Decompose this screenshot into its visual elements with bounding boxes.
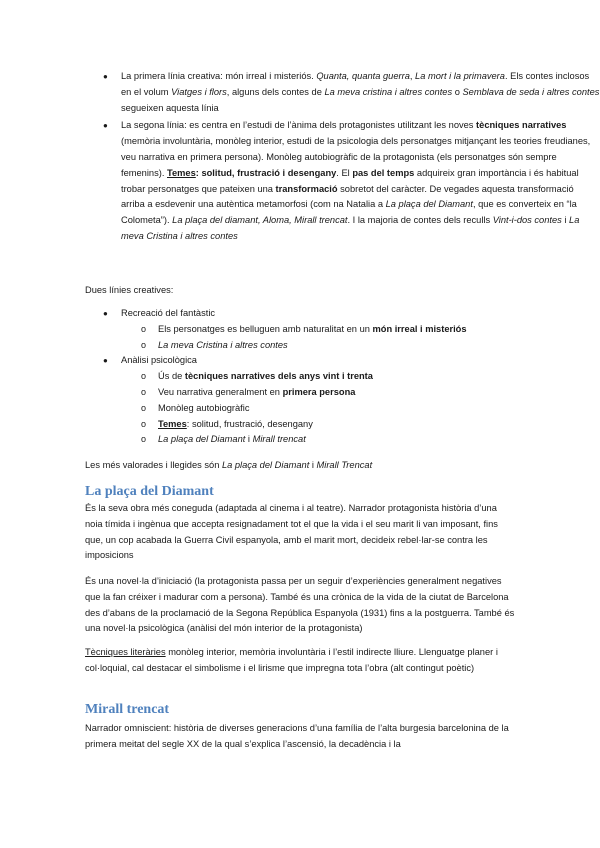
text: i	[561, 215, 570, 226]
sub-list-item	[0, 369, 600, 385]
text: monòleg interior, memòria involuntària i l’estil indirecte lliure. Llenguatge planer i col·loquial, cal destacar el simbolisme i el lirisme que impregna tota l’obra (alt contingut poètic)	[85, 647, 498, 673]
list-item	[0, 118, 600, 244]
list-item	[0, 69, 600, 116]
text: La plaça del diamant, Aloma, Mirall trencat	[172, 215, 348, 226]
text: Viatges i flors	[171, 86, 227, 97]
text: . Els contes inclosos en el volum	[121, 71, 590, 97]
sub-list-item	[0, 432, 600, 448]
text: Tècniques literàries	[85, 647, 166, 657]
text: : solitud, frustració i desengany	[195, 167, 337, 178]
text: segueixen aquesta línia	[121, 102, 219, 113]
text: Semblava de seda i altres contes	[462, 86, 600, 97]
text: La plaça del Diamant	[221, 460, 310, 470]
text: , alguns dels contes de	[226, 86, 325, 97]
section-heading-mirall: Mirall trencat	[85, 702, 170, 717]
text: tècniques narratives dels anys vint i trenta	[184, 371, 373, 382]
sub-list-item	[0, 385, 600, 401]
text: La plaça del Diamant	[158, 434, 246, 445]
list-item	[0, 306, 600, 353]
paragraph: És la seva obra més coneguda (adaptada al cinema i al teatre). Narrador protagonista història d’una noia tímida i ingènua que accepta resignadament tot el que la vida i el seu marit li van imposant, fins que, un cop acabada la Guerra Civil espanyola, amb el marit mort, decideix rebel·lar-se contra les imposicions	[85, 503, 498, 561]
text: adquireix gran importància i és habitual trobar personatges que pateixen una	[121, 167, 579, 194]
text: ,	[409, 71, 416, 81]
creative-lines-list	[0, 69, 600, 245]
text: La meva Cristina i altres contes	[158, 339, 288, 350]
text: sobretot del caràcter. De vegades aquesta transformació arriba a esdevenir una autèntica metamorfosi (com na Natalia a	[121, 183, 574, 210]
text: Vint-i-dos contes	[492, 215, 562, 226]
text: La meva Cristina i altres contes	[121, 215, 580, 241]
text: , que es converteix en “la Colometa”).	[121, 199, 577, 226]
text: Les més valorades i llegides són	[85, 460, 222, 470]
text: transformació	[275, 183, 338, 194]
paragraph: És una novel·la d’iniciació (la protagonista passa per un seguir d’experiències generalment negatives que la fan créixer i madurar com a persona). També és una crònica de la vida de la ciutat de Barcelona des d’abans de la proclamació de la Segona República Espanyola (1931) fins a la postguerra. També és una novel·la psicològica (anàlisi del món interior de la protagonista)	[85, 576, 515, 634]
most-valued-sentence	[85, 458, 515, 474]
text: Temes	[158, 418, 187, 429]
text: pas del temps	[352, 167, 415, 178]
text: Mirall trencat	[252, 434, 306, 445]
text: Temes	[167, 167, 196, 178]
text: món irreal i misteriós	[372, 323, 467, 334]
text: La segona línia: es centra en l’estudi de l’ànima dels protagonistes utilitzant les noves	[121, 120, 477, 131]
section-heading-placa: La plaça del Diamant	[85, 484, 214, 499]
text: . El	[336, 167, 353, 178]
text: Veu narrativa generalment en	[158, 386, 283, 397]
text: tècniques narratives	[476, 120, 567, 131]
sub-list-item	[0, 401, 600, 417]
text: i	[309, 460, 317, 470]
sub-list-item	[0, 322, 600, 338]
paragraph	[85, 645, 515, 677]
sub-list-item	[0, 338, 600, 354]
list-item	[0, 353, 600, 448]
sub-list-item	[0, 417, 600, 433]
text: . I la majoria de contes dels reculls	[347, 215, 493, 226]
text: La primera línia creativa: món irreal i misteriós.	[121, 71, 317, 81]
text: Els personatges es belluguen amb naturalitat en un	[158, 323, 373, 334]
text: (memòria involuntària, monòleg interior, estudi de la psicologia dels personatges mitjançant les teories freudianes, veu narrativa en primera persona). Monòleg autobiogràfic de la protagonista (els personatges són sempre femenins).	[121, 136, 591, 178]
text: Monòleg autobiogràfic	[158, 402, 250, 413]
text: La plaça del Diamant	[385, 199, 473, 210]
text: Quanta, quanta guerra	[316, 71, 410, 81]
two-lines-list	[0, 306, 600, 448]
text: Anàlisi psicològica	[121, 355, 197, 366]
text: La meva cristina i altres contes	[324, 86, 453, 97]
section-label: Dues línies creatives:	[85, 285, 174, 295]
text: Recreació del fantàstic	[121, 308, 216, 318]
text: Ús de	[158, 371, 185, 382]
text: primera persona	[282, 386, 356, 397]
text: i	[245, 434, 253, 445]
text: : solitud, frustració, desengany	[186, 418, 313, 429]
paragraph: Narrador omniscient: història de diverses generacions d’una família de l’alta burgesia barcelonina de la primera meitat del segle XX de la qual s’explica l’ascensió, la decadència i la	[85, 723, 509, 749]
text: Mirall Trencat	[316, 460, 373, 470]
text: o	[452, 86, 463, 97]
text: La mort i la primavera	[415, 71, 505, 81]
